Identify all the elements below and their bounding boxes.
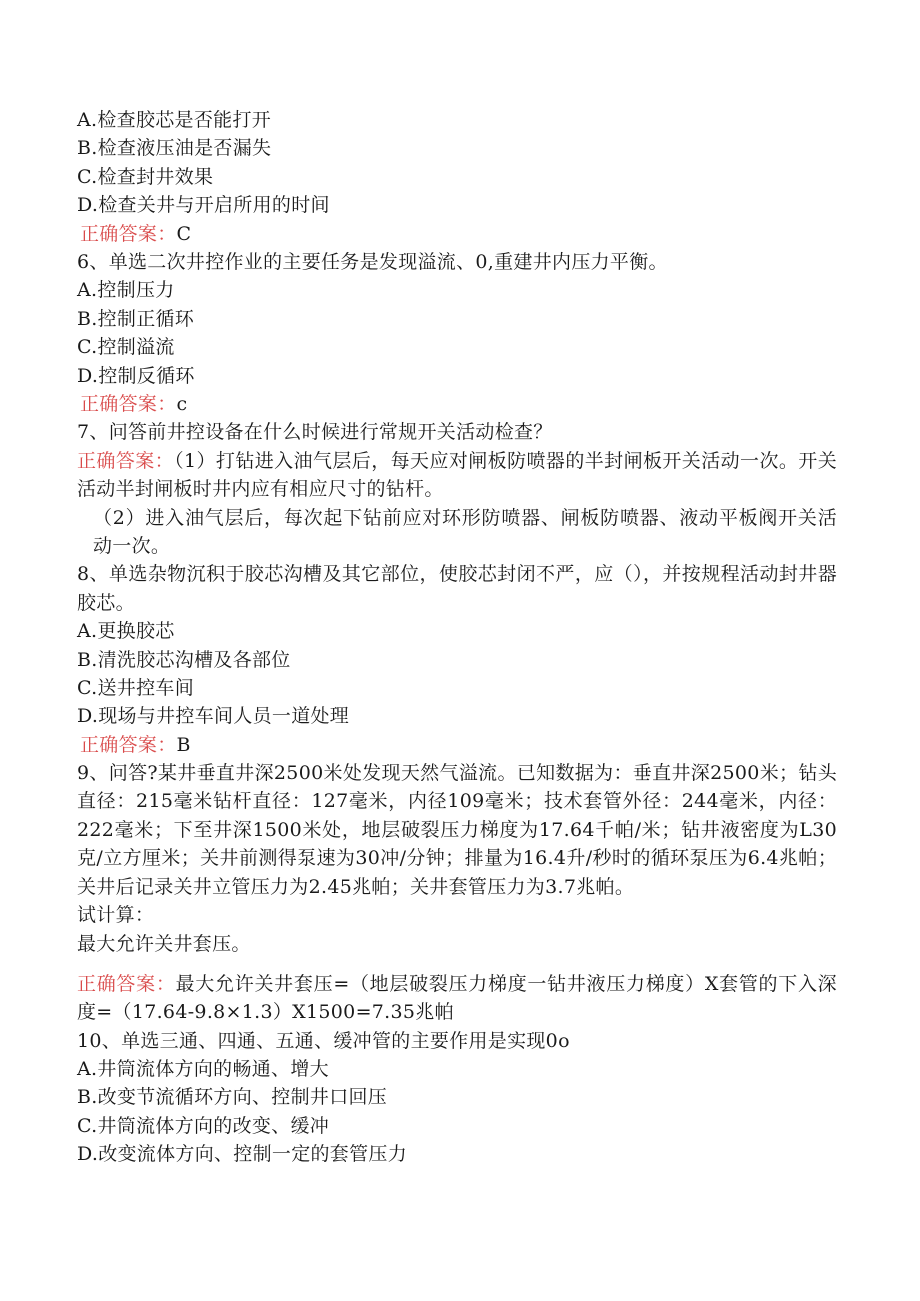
answer-value: c [176,392,188,415]
q9-answer [77,970,837,1027]
document-page [77,106,837,1169]
q10-option-b: B.改变节流循环方向、控制井口回压 [77,1086,388,1109]
answer-label: 正确答案： [80,392,177,415]
q8-option-d: D.现场与井控车间人员一道处理 [77,705,350,728]
q8-option-c: C.送井控车间 [77,676,195,699]
spacer [77,958,837,970]
answer-label: 正确答案： [77,972,176,995]
answer-value: B [176,733,191,756]
q6-option-c: C.控制溢流 [77,336,175,359]
q9-sub-question: 最大允许关井套压。 [77,932,251,955]
q9-question: 9、问答?某井垂直井深2500米处发现天然气溢流。已知数据为：垂直井深2500米；钻头直径：215毫米钻杆直径：127毫米，内径109毫米；技术套管外径：244毫米，内径：222毫米；下至井深1500米处，地层破裂压力梯度为17.64千帕/米；钻井液密度为L30克/立方厘米；关井前测得泵速为30冲/分钟；排量为16.4升/秒时的循环泵压为6.4兆帕；关井后记录关井立管压力为2.45兆帕；关井套管压力为3.7兆帕。 [77,762,837,898]
q10-question: 10、单选三通、四通、五通、缓冲管的主要作用是实现0o [77,1029,570,1052]
q7-question: 7、问答前井控设备在什么时候进行常规开关活动检查？ [77,421,553,444]
q6-question: 6、单选二次井控作业的主要任务是发现溢流、0,重建井内压力平衡。 [77,250,668,273]
q7-answer [77,447,837,504]
answer-label: 正确答案： [77,449,175,472]
q6-option-b: B.控制正循环 [77,307,195,330]
q9-prompt: 试计算： [77,904,155,927]
q5-option-b: B.检查液压油是否漏失 [77,137,272,160]
answer-value: C [176,222,192,245]
answer-text: 最大允许关井套压=（地层破裂压力梯度一钻井液压力梯度）X套管的下入深度=（17.64-9.8×1.3）X1500=7.35兆帕 [77,972,837,1024]
q7-answer-part-2: （2）进入油气层后，每次起下钻前应对环形防喷器、闸板防喷器、液动平板阀开关活动一次。 [93,506,837,557]
answer-label: 正确答案： [80,222,177,245]
q8-question: 8、单选杂物沉积于胶芯沟槽及其它部位，使胶芯封闭不严，应（），并按规程活动封井器胶芯。 [77,563,837,614]
q8-option-b: B.清洗胶芯沟槽及各部位 [77,648,291,671]
q5-option-a: A.检查胶芯是否能打开 [77,109,272,131]
q10-option-a: A.井筒流体方向的畅通、增大 [77,1058,329,1081]
q8-answer [77,731,837,759]
q5-option-d: D.检查关井与开启所用的时间 [77,194,330,217]
q8-option-a: A.更换胶芯 [77,620,175,643]
q10-option-d: D.改变流体方向、控制一定的套管压力 [77,1143,407,1166]
q10-option-c: C.井筒流体方向的改变、缓冲 [77,1114,330,1137]
q6-option-a: A.控制压力 [77,279,175,302]
q5-option-c: C.检查封井效果 [77,165,214,188]
q5-answer [77,220,837,248]
answer-text: （1）打钻进入油气层后，每天应对闸板防喷器的半封闸板开关活动一次。开关活动半封闸板时井内应有相应尺寸的钻杆。 [77,449,837,501]
q6-option-d: D.控制反循环 [77,364,195,387]
answer-label: 正确答案： [80,733,177,756]
q6-answer [77,390,837,418]
